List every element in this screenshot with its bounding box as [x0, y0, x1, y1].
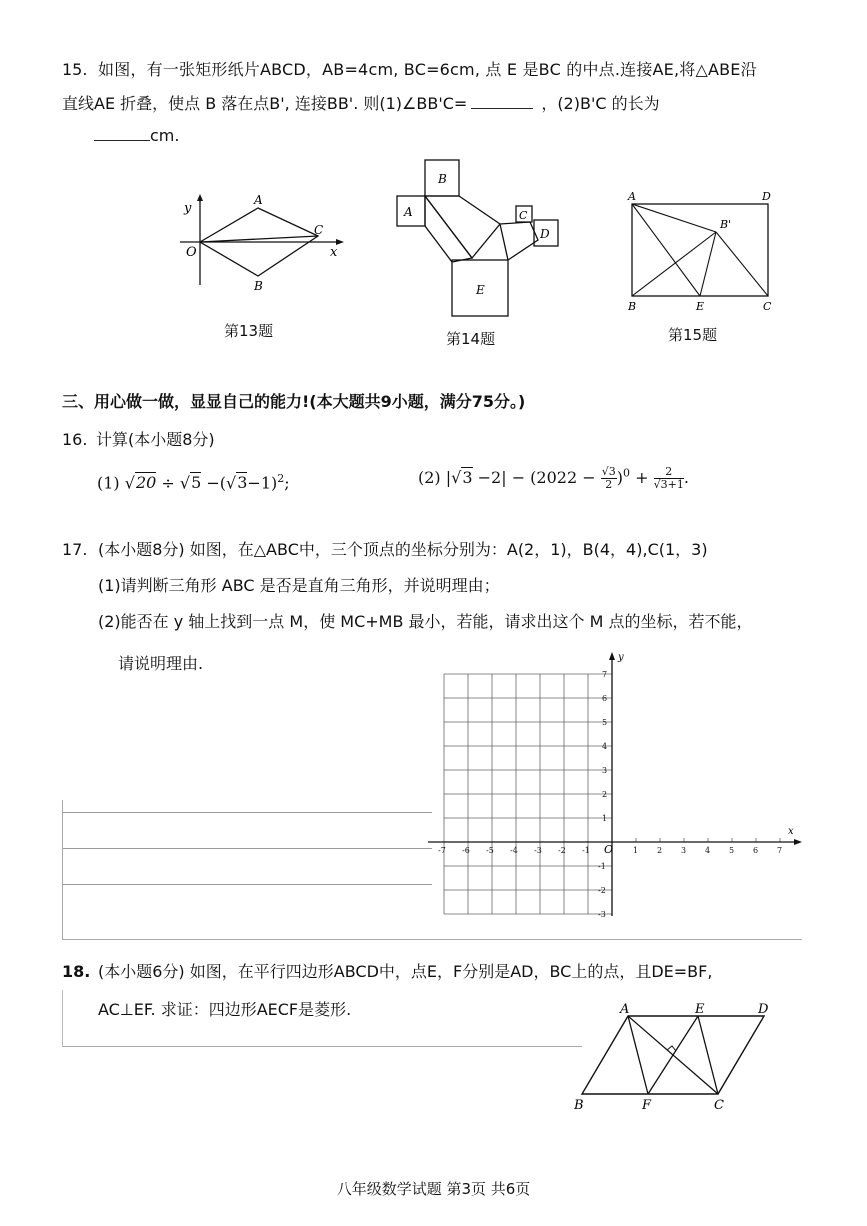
- q17-answer-line-2: [62, 848, 432, 849]
- fig15-b-label: B: [628, 300, 637, 313]
- q17-answer-box-bottom: [62, 939, 802, 940]
- figure-18: [568, 1000, 788, 1115]
- page-footer: 八年级数学试题 第3页 共6页: [336, 1180, 531, 1198]
- y-tick-label: 5: [602, 718, 608, 727]
- fig18-a-label: A: [620, 1002, 630, 1017]
- q17-line3: (2)能否在 y 轴上找到一点 M，使 MC+MB 最小，若能，请求出这个 M 点的坐标，若不能，: [98, 612, 753, 631]
- q16-p2-frac1: [601, 466, 617, 491]
- x-tick-label: 4: [705, 846, 711, 855]
- x-tick-label: 2: [657, 846, 663, 855]
- y-tick-label: 3: [602, 766, 608, 775]
- q16-part2: (2) |√3 −2| − (2022 − $\frac{√3}{2}$ )$^0$ + $\frac{2}{√3+1}$ .: [418, 465, 689, 491]
- q18-answer-line: [62, 1046, 582, 1047]
- fig14-caption: 第14题: [446, 330, 496, 348]
- q16-p1-exp: 2: [277, 472, 285, 485]
- x-tick-label: -3: [534, 846, 542, 855]
- fig15-c-label: C: [763, 300, 772, 313]
- x-tick-label: -4: [510, 846, 518, 855]
- x-tick-label: 6: [753, 846, 759, 855]
- q17-line1: (本小题8分) 如图，在△ABC中，三个顶点的坐标分别为：A(2，1)，B(4，4),C(1，3): [98, 540, 708, 559]
- fig13-y-label: y: [184, 201, 192, 216]
- grid-y-label: y: [618, 652, 624, 663]
- q18-line2: AC⊥EF. 求证：四边形AECF是菱形.: [98, 1000, 352, 1019]
- figure-13: [170, 190, 350, 295]
- fig18-b-label: B: [574, 1098, 584, 1113]
- q15-line3-unit: cm.: [150, 126, 180, 145]
- fig13-x-label: x: [330, 245, 338, 260]
- q16-p2-num: √3: [601, 465, 616, 478]
- q16-p2-c: ): [616, 468, 623, 487]
- q16-number: 16.: [62, 430, 88, 449]
- fig13-caption: 第13题: [224, 322, 274, 340]
- fig14-a-label: A: [404, 205, 413, 219]
- q17-answer-line-1: [62, 812, 432, 813]
- x-tick-label: -2: [558, 846, 566, 855]
- q16-p1-tail: −1): [247, 473, 278, 493]
- fig14-b-label: B: [438, 172, 447, 186]
- fig15-bp-label: B': [720, 218, 732, 231]
- y-tick-label: -1: [598, 862, 606, 871]
- fig14-c-label: C: [519, 209, 528, 222]
- x-tick-label: 5: [729, 846, 735, 855]
- q16-p1-minus: −(: [206, 473, 227, 493]
- q18-answer-box-left: [62, 990, 63, 1046]
- answer-blank-2[interactable]: [94, 122, 150, 141]
- q16-p2-exp: 0: [623, 466, 630, 480]
- q16-p1-a: 20: [135, 473, 157, 493]
- q16-p2-end: .: [683, 468, 689, 487]
- q16-p2-b: −2| − (2022 −: [477, 468, 596, 487]
- y-tick-label: 7: [602, 670, 608, 679]
- q17-answer-box-left: [62, 800, 63, 940]
- fig15-e-label: E: [696, 300, 705, 313]
- q16-p1-end: ;: [284, 473, 290, 493]
- fig13-a-label: A: [254, 193, 263, 207]
- q16-p2-frac2: [654, 466, 684, 491]
- q15-line1: 如图，有一张矩形纸片ABCD，AB=4cm, BC=6cm, 点 E 是BC 的中点.连接AE,将△ABE沿: [98, 60, 757, 79]
- fig15-caption: 第15题: [668, 326, 718, 344]
- answer-blank-1[interactable]: [471, 90, 533, 109]
- q16-p2-label: (2) |: [418, 468, 452, 487]
- x-tick-label: 3: [681, 846, 687, 855]
- figure-14: [390, 158, 570, 318]
- grid-x-label: x: [788, 826, 794, 837]
- x-tick-label: 1: [633, 846, 639, 855]
- y-tick-label: 6: [602, 694, 608, 703]
- fig13-o-label: O: [186, 245, 197, 260]
- fig15-a-label: A: [628, 190, 636, 203]
- grid-x-arrow: [794, 839, 802, 845]
- q17-line2: (1)请判断三角形 ABC 是否是直角三角形，并说明理由；: [98, 576, 500, 595]
- q16-p2-num2: 2: [654, 466, 684, 479]
- x-tick-label: -1: [582, 846, 590, 855]
- q16-p2-den: 2: [605, 478, 613, 491]
- q17-line4: 请说明理由.: [118, 654, 204, 673]
- y-tick-label: 1: [602, 814, 608, 823]
- y-tick-label: -2: [598, 886, 606, 895]
- q16-title: 计算(本小题8分): [96, 430, 215, 449]
- section-3-title: 三、用心做一做，显显自己的能力!(本大题共9小题，满分75分。): [62, 392, 526, 411]
- q18-line1: (本小题6分) 如图，在平行四边形ABCD中，点E，F分别是AD，BC上的点，且DE=BF,: [98, 962, 713, 981]
- q16-p1-c: 3: [237, 473, 248, 493]
- x-tick-label: -7: [438, 846, 446, 855]
- q16-p1-b: 5: [191, 473, 202, 493]
- grid-y-arrow: [609, 652, 615, 660]
- q17-coordinate-grid: [428, 650, 808, 920]
- y-tick-label: -3: [598, 910, 606, 919]
- q16-part1: (1) $√20 \div √5 -(√3-1)^2$;: [97, 472, 290, 493]
- q15-line2: [62, 90, 660, 116]
- q16-p2-a: 3: [462, 468, 473, 487]
- q16-p1-label: (1): [97, 473, 120, 493]
- fig14-d-label: D: [540, 227, 550, 241]
- q17-number: 17.: [62, 540, 88, 559]
- q15-number: 15.: [62, 60, 88, 79]
- fig13-c-label: C: [314, 223, 324, 237]
- fig18-f-label: F: [642, 1098, 652, 1113]
- q15-line2-a: 直线AE 折叠，使点 B 落在点B', 连接BB'. 则(1)∠BB'C=: [62, 94, 468, 113]
- x-tick-label: 7: [777, 846, 783, 855]
- q18-number: 18.: [62, 962, 91, 981]
- q16-p2-den2: √3+1: [653, 478, 684, 491]
- q15-line3: [94, 122, 179, 148]
- q17-answer-line-3: [62, 884, 432, 885]
- fig18-c-label: C: [714, 1098, 724, 1113]
- q16-p1-div: ÷: [161, 473, 175, 493]
- grid-origin: O: [604, 843, 614, 856]
- q16-p2-plus: +: [635, 468, 649, 487]
- fig13-b-label: B: [254, 279, 263, 293]
- x-tick-label: -5: [486, 846, 494, 855]
- q15-line2-b: ，(2)B'C 的长为: [541, 94, 660, 113]
- x-tick-label: -6: [462, 846, 470, 855]
- fig18-d-label: D: [758, 1002, 769, 1017]
- figure-15: [620, 188, 780, 316]
- y-tick-label: 2: [602, 790, 608, 799]
- y-tick-label: 4: [602, 742, 608, 751]
- fig15-d-label: D: [762, 190, 771, 203]
- fig14-e-label: E: [476, 283, 485, 297]
- fig18-e-label: E: [695, 1002, 705, 1017]
